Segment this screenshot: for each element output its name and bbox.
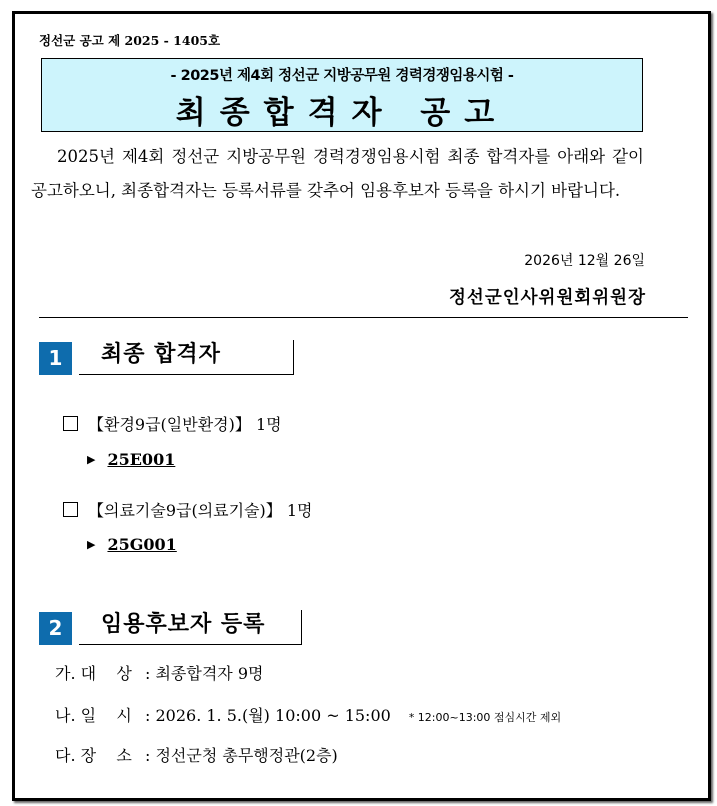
category-label: 【의료기술9급(의료기술)】 1명: [88, 501, 313, 520]
passer-code: 25G001: [107, 535, 177, 554]
section-2-title: 임용후보자 등록: [79, 610, 302, 645]
triangle-bullet-icon: ▶: [87, 538, 96, 551]
row-key: 가. 대 상: [55, 664, 132, 683]
section-2-number: 2: [39, 612, 72, 645]
main-title: 최종합격자 공고: [175, 95, 509, 131]
row-key: 다. 장 소: [55, 746, 132, 765]
row-note: * 12:00~13:00 점심시간 제외: [408, 711, 562, 724]
passer-code: 25E001: [107, 450, 176, 469]
title-box: [41, 58, 643, 132]
document-frame: [12, 11, 711, 801]
divider: [39, 317, 688, 318]
passer-code-row-2: [87, 535, 177, 554]
row-key: 나. 일 시: [55, 706, 132, 725]
subtitle: - 2025년 제4회 정선군 지방공무원 경력경쟁임용시험 -: [170, 68, 514, 84]
passer-category-2: [63, 498, 313, 521]
section-1-title: 최종 합격자: [79, 340, 294, 375]
triangle-bullet-icon: ▶: [87, 453, 96, 466]
passer-category-1: [63, 412, 282, 435]
section-1-number: 1: [39, 342, 72, 375]
announcement-date: 2026년 12월 26일: [524, 253, 645, 269]
checkbox-square-icon: [63, 416, 78, 431]
row-value: : 최종합격자 9명: [145, 664, 264, 683]
registration-place-row: [55, 743, 338, 766]
passer-code-row-1: [87, 450, 175, 469]
signer: 정선군인사위원회위원장: [449, 288, 646, 308]
intro-paragraph: 2025년 제4회 정선군 지방공무원 경력경쟁임용시험 최종 합격자를 아래와 같이 공고하오니, 최종합격자는 등록서류를 갖추어 임용후보자 등록을 하시기 바랍니다.: [31, 147, 644, 200]
announcement-number: 정선군 공고 제 2025 - 1405호: [39, 33, 221, 48]
row-value: : 2026. 1. 5.(월) 10:00 ~ 15:00: [145, 706, 391, 725]
registration-target-row: [55, 661, 263, 684]
registration-datetime-row: [55, 703, 561, 726]
row-value: : 정선군청 총무행정관(2층): [145, 746, 338, 765]
checkbox-square-icon: [63, 502, 78, 517]
category-label: 【환경9급(일반환경)】 1명: [88, 415, 282, 434]
